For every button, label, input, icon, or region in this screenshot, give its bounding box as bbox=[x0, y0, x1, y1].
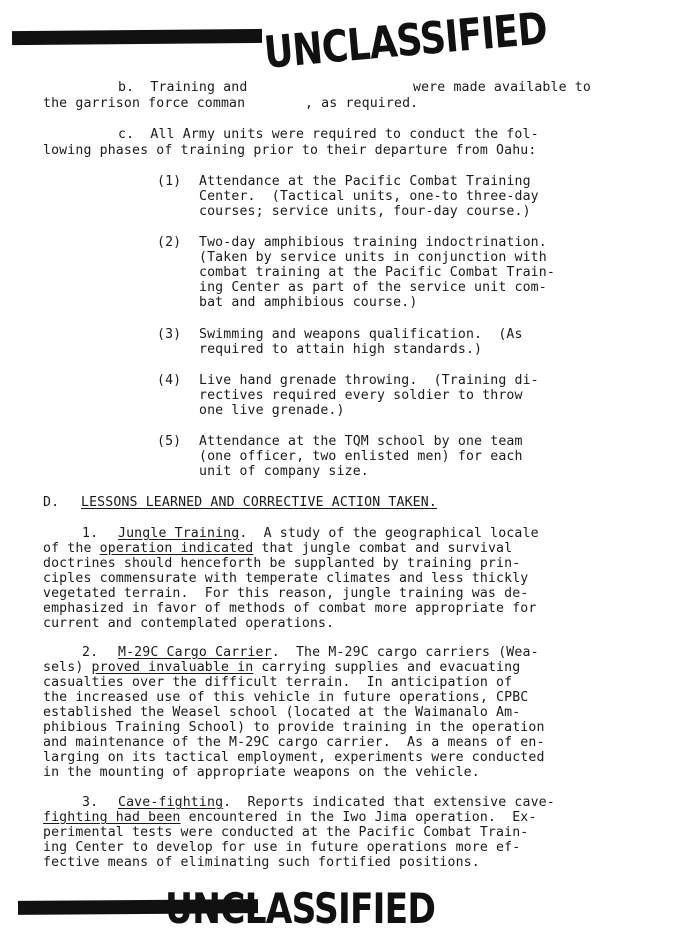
classification-stamp-bottom: UNCLASSIFIED bbox=[165, 884, 436, 933]
item-line: Center. (Tactical units, one-to three-day bbox=[199, 189, 539, 204]
item-line: Live hand grenade throwing. (Training di- bbox=[199, 373, 539, 388]
para-b-line-2b: , as required. bbox=[305, 96, 419, 111]
item-line: bat and amphibious course.) bbox=[199, 295, 418, 310]
paragraph-title: M-29C Cargo Carrier bbox=[118, 645, 272, 660]
item-number: (1) bbox=[157, 174, 182, 189]
para-b-line-1a: b. Training and bbox=[118, 80, 248, 95]
paragraph-1-first-line: Jungle Training. A study of the geographical locale bbox=[118, 526, 539, 541]
item-line: combat training at the Pacific Combat Train- bbox=[199, 265, 555, 280]
paragraph-line: larging on its tactical employment, experiments were conducted bbox=[43, 750, 545, 765]
item-number: (4) bbox=[157, 373, 182, 388]
paragraph-line: doctrines should henceforth be supplanted by training prin- bbox=[43, 556, 521, 571]
item-line: Attendance at the Pacific Combat Training bbox=[199, 174, 531, 189]
para-c-line-1: c. All Army units were required to conduct the fol- bbox=[118, 127, 539, 142]
paragraph-title: Cave-fighting bbox=[118, 795, 224, 810]
item-number: (5) bbox=[157, 434, 182, 449]
paragraph-title: Jungle Training bbox=[118, 526, 240, 541]
paragraph-line: emphasized in favor of methods of combat more appropriate for bbox=[43, 601, 537, 616]
paragraph-1-line-2: of the operation indicated that jungle combat and survival bbox=[43, 541, 513, 556]
item-line: one live grenade.) bbox=[199, 403, 345, 418]
classification-stamp-top: UNCLASSIFIED bbox=[262, 3, 549, 79]
paragraph-2-first-line: M-29C Cargo Carrier. The M-29C cargo carriers (Wea- bbox=[118, 645, 539, 660]
paragraph-line: established the Weasel school (located at the Waimanalo Am- bbox=[43, 705, 521, 720]
paragraph-line: phibious Training School) to provide training in the operation bbox=[43, 720, 545, 735]
item-line: unit of company size. bbox=[199, 464, 369, 479]
item-number: (3) bbox=[157, 327, 182, 342]
paragraph-line: fective means of eliminating such fortified positions. bbox=[43, 855, 480, 870]
paragraph-2-line-2: sels) proved invaluable in carrying supplies and evacuating bbox=[43, 660, 521, 675]
item-line: required to attain high standards.) bbox=[199, 342, 483, 357]
item-line: rectives required every soldier to throw bbox=[199, 388, 523, 403]
item-line: ing Center as part of the service unit com- bbox=[199, 280, 547, 295]
item-line: (one officer, two enlisted men) for each bbox=[199, 449, 523, 464]
paragraph-number: 1. bbox=[82, 526, 99, 541]
paragraph-line: the increased use of this vehicle in future operations, CPBC bbox=[43, 690, 529, 705]
item-line: Attendance at the TQM school by one team bbox=[199, 434, 523, 449]
paragraph-line: ing Center to develop for use in future operations more ef- bbox=[43, 840, 521, 855]
para-b-line-1b: were made available to bbox=[413, 80, 591, 95]
item-line: Two-day amphibious training indoctrination. bbox=[199, 235, 547, 250]
paragraph-line: casualties over the difficult terrain. In anticipation of bbox=[43, 675, 513, 690]
paragraph-line: current and contemplated operations. bbox=[43, 616, 335, 631]
paragraph-line: in the mounting of appropriate weapons on the vehicle. bbox=[43, 765, 480, 780]
paragraph-line: perimental tests were conducted at the Pacific Combat Train- bbox=[43, 825, 529, 840]
section-heading: LESSONS LEARNED AND CORRECTIVE ACTION TAKEN. bbox=[81, 495, 437, 510]
para-c-line-2: lowing phases of training prior to their departure from Oahu: bbox=[43, 143, 537, 158]
paragraph-number: 2. bbox=[82, 645, 99, 660]
item-number: (2) bbox=[157, 235, 182, 250]
para-b-line-2a: the garrison force comman bbox=[43, 96, 246, 111]
paragraph-line: and maintenance of the M-29C cargo carrier. As a means of en- bbox=[43, 735, 545, 750]
item-line: Swimming and weapons qualification. (As bbox=[199, 327, 523, 342]
section-letter: D. bbox=[43, 495, 60, 510]
paragraph-line: vegetated terrain. For this reason, jungle training was de- bbox=[43, 586, 529, 601]
redaction-bar-top bbox=[12, 29, 262, 45]
paragraph-3-line-2: fighting had been encountered in the Iwo Jima operation. Ex- bbox=[43, 810, 537, 825]
item-line: courses; service units, four-day course.) bbox=[199, 204, 531, 219]
paragraph-3-first-line: Cave-fighting. Reports indicated that extensive cave- bbox=[118, 795, 555, 810]
paragraph-number: 3. bbox=[82, 795, 99, 810]
item-line: (Taken by service units in conjunction with bbox=[199, 250, 547, 265]
paragraph-line: ciples commensurate with temperate climates and less thickly bbox=[43, 571, 529, 586]
